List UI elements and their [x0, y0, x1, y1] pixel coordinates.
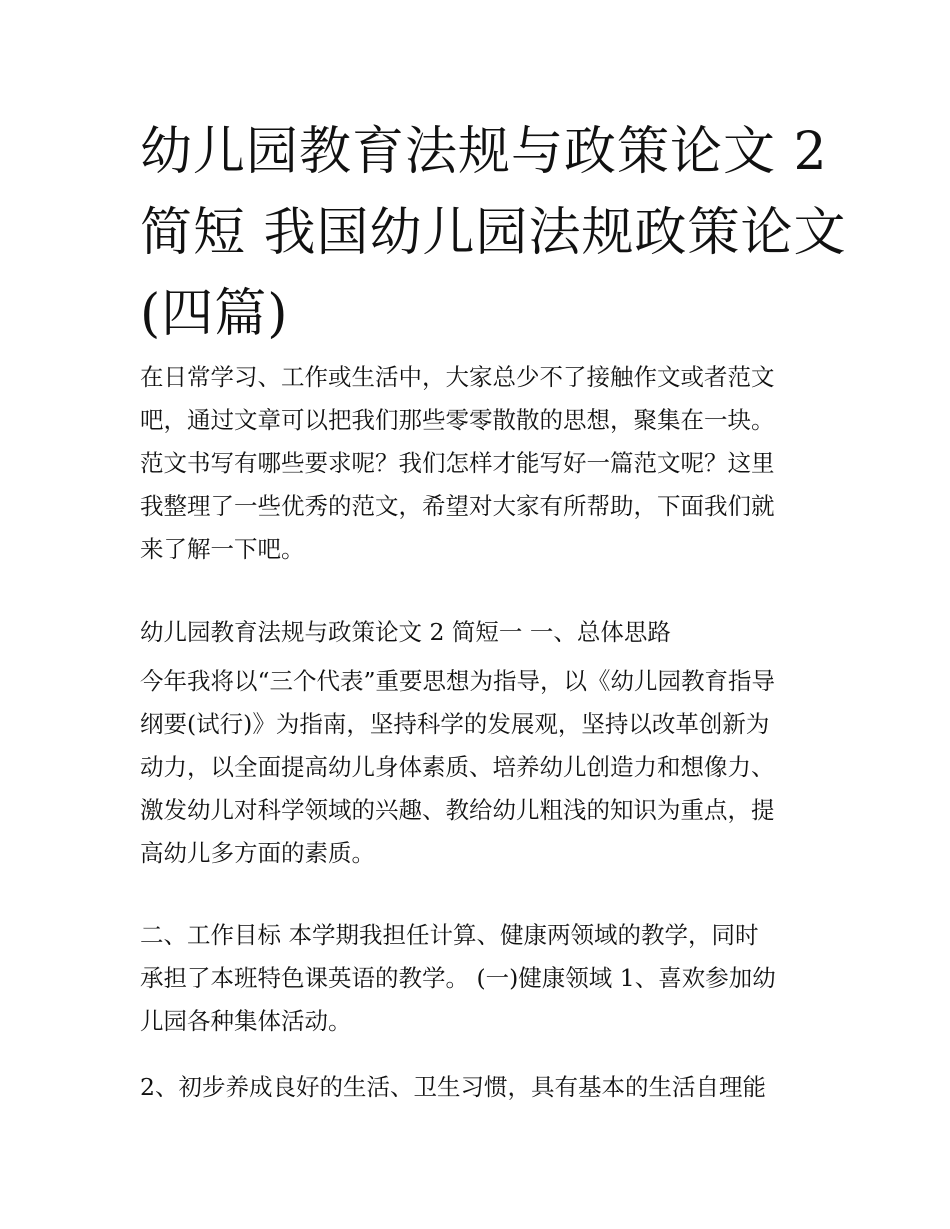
intro-paragraph: [140, 356, 820, 571]
title-line: (四篇): [140, 284, 289, 344]
text-line: 今年我将以“三个代表”重要思想为指导，以《幼儿园教育指导: [140, 667, 776, 695]
text-line: 承担了本班特色课英语的教学。 (一)健康领域 1、喜欢参加幼: [140, 964, 776, 992]
title-line: 幼儿园教育法规与政策论文 2: [140, 122, 828, 182]
body-paragraph-work-goals: [140, 914, 820, 1043]
body-paragraph-habits: [140, 1066, 820, 1109]
body-paragraph-guiding-thought: [140, 660, 820, 875]
text-line: 来了解一下吧。: [140, 535, 305, 563]
text-line: 儿园各种集体活动。: [140, 1007, 352, 1035]
text-line: 纲要(试行)》为指南，坚持科学的发展观，坚持以改革创新为: [140, 710, 770, 738]
text-line: 高幼儿多方面的素质。: [140, 839, 375, 867]
text-line: 吧，通过文章可以把我们那些零零散散的思想，聚集在一块。: [140, 406, 775, 434]
text-line: 在日常学习、工作或生活中，大家总少不了接触作文或者范文: [140, 363, 775, 391]
title-line: 简短 我国幼儿园法规政策论文: [140, 203, 847, 263]
text-line: 幼儿园教育法规与政策论文 2 简短一 一、总体思路: [140, 618, 671, 646]
text-line: 激发幼儿对科学领域的兴趣、教给幼儿粗浅的知识为重点，提: [140, 796, 775, 824]
text-line: 2、初步养成良好的生活、卫生习惯，具有基本的生活自理能: [140, 1073, 766, 1101]
text-line: 范文书写有哪些要求呢？我们怎样才能写好一篇范文呢？这里: [140, 449, 775, 477]
text-line: 我整理了一些优秀的范文，希望对大家有所帮助，下面我们就: [140, 492, 775, 520]
text-line: 动力，以全面提高幼儿身体素质、培养幼儿创造力和想像力、: [140, 753, 775, 781]
document-title: [140, 112, 847, 355]
section-heading: [140, 611, 820, 654]
text-line: 二、工作目标 本学期我担任计算、健康两领域的教学，同时: [140, 921, 759, 949]
